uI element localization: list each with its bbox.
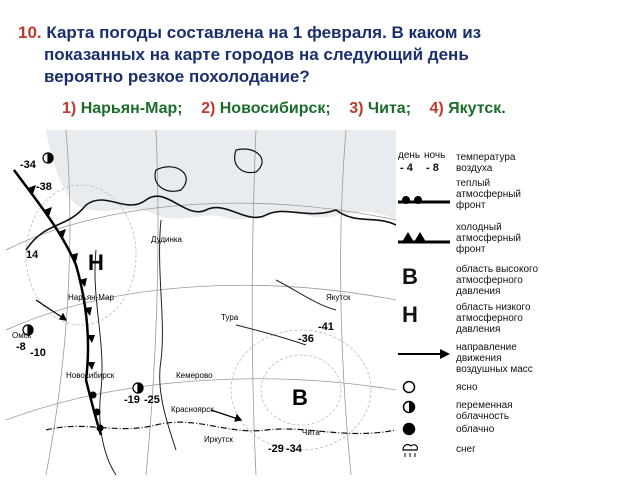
legend-night-example: - 8 — [426, 162, 439, 174]
temp-label: -25 — [144, 394, 160, 406]
answer-4-number: 4) — [429, 100, 444, 117]
question-line-2: показанных на карте городов на следующий день — [44, 45, 469, 64]
high-pressure-icon: В — [402, 264, 418, 289]
city-label: Красноярск — [171, 405, 214, 414]
temp-label: -29 — [268, 443, 284, 455]
temp-label: -10 — [30, 347, 46, 359]
warm-front-icon — [398, 192, 450, 206]
legend-variable-cloud: переменная облачность — [456, 400, 513, 422]
answer-3-text[interactable]: Чита; — [367, 100, 412, 117]
city-label: Нарьян-Мар — [68, 293, 114, 302]
temp-label: -34 — [20, 159, 36, 171]
temp-label: -34 — [286, 443, 302, 455]
legend-cloudy: облачно — [456, 424, 495, 435]
temp-label: -36 — [298, 333, 314, 345]
answer-2-number: 2) — [201, 100, 216, 117]
legend-night-header: ночь — [424, 150, 446, 161]
high-pressure-label: В — [292, 385, 308, 410]
city-label: Якутск — [326, 293, 351, 302]
legend-high-pressure: область высокого атмосферного давления — [456, 264, 539, 297]
temp-label: -41 — [318, 321, 334, 333]
city-label: Дудинка — [151, 235, 183, 244]
answer-options — [62, 100, 520, 118]
question-number: 10. — [18, 23, 42, 42]
low-pressure-label: Н — [88, 250, 104, 275]
question-text — [18, 22, 628, 44]
city-label: Чита — [302, 428, 320, 437]
answer-2-text[interactable]: Новосибирск; — [219, 100, 331, 117]
city-label: Кемерово — [176, 371, 213, 380]
legend-warm-front: теплый атмосферный фронт — [456, 178, 522, 211]
legend-low-pressure: область низкого атмосферного давления — [456, 302, 531, 335]
map-legend — [396, 148, 636, 478]
temp-label: -8 — [16, 341, 26, 353]
city-label: Новосибирск — [66, 371, 115, 380]
temp-label: -19 — [124, 394, 140, 406]
snow-icon — [400, 440, 420, 460]
low-pressure-icon: Н — [402, 302, 418, 327]
legend-snow: снег — [456, 444, 476, 455]
temp-label: -38 — [36, 181, 52, 193]
question-line-1: Карта погоды составлена на 1 февраля. В каком из — [46, 23, 482, 42]
city-label: Тура — [221, 313, 239, 322]
clear-icon — [402, 380, 416, 394]
temp-label: 14 — [26, 249, 39, 261]
cold-front-icon — [398, 230, 450, 244]
answer-3-number: 3) — [349, 100, 364, 117]
variable-cloud-icon — [402, 400, 416, 414]
legend-air-mass-direction: направление движения воздушных масс — [456, 342, 533, 375]
answer-1-text[interactable]: Нарьян-Мар; — [80, 100, 183, 117]
cloudy-icon — [402, 422, 416, 436]
city-label: Омск — [12, 331, 32, 340]
question-line-3: вероятно резкое похолодание? — [44, 67, 310, 86]
answer-4-text[interactable]: Якутск. — [448, 100, 506, 117]
city-label: Иркутск — [204, 435, 233, 444]
arrow-icon — [398, 348, 450, 360]
weather-map — [6, 130, 396, 475]
legend-clear: ясно — [456, 382, 478, 393]
legend-day-header: день — [398, 150, 421, 161]
legend-day-example: - 4 — [400, 162, 413, 174]
legend-cold-front: холодный атмосферный фронт — [456, 222, 522, 255]
answer-1-number: 1) — [62, 100, 77, 117]
legend-temperature: температура воздуха — [456, 152, 516, 174]
